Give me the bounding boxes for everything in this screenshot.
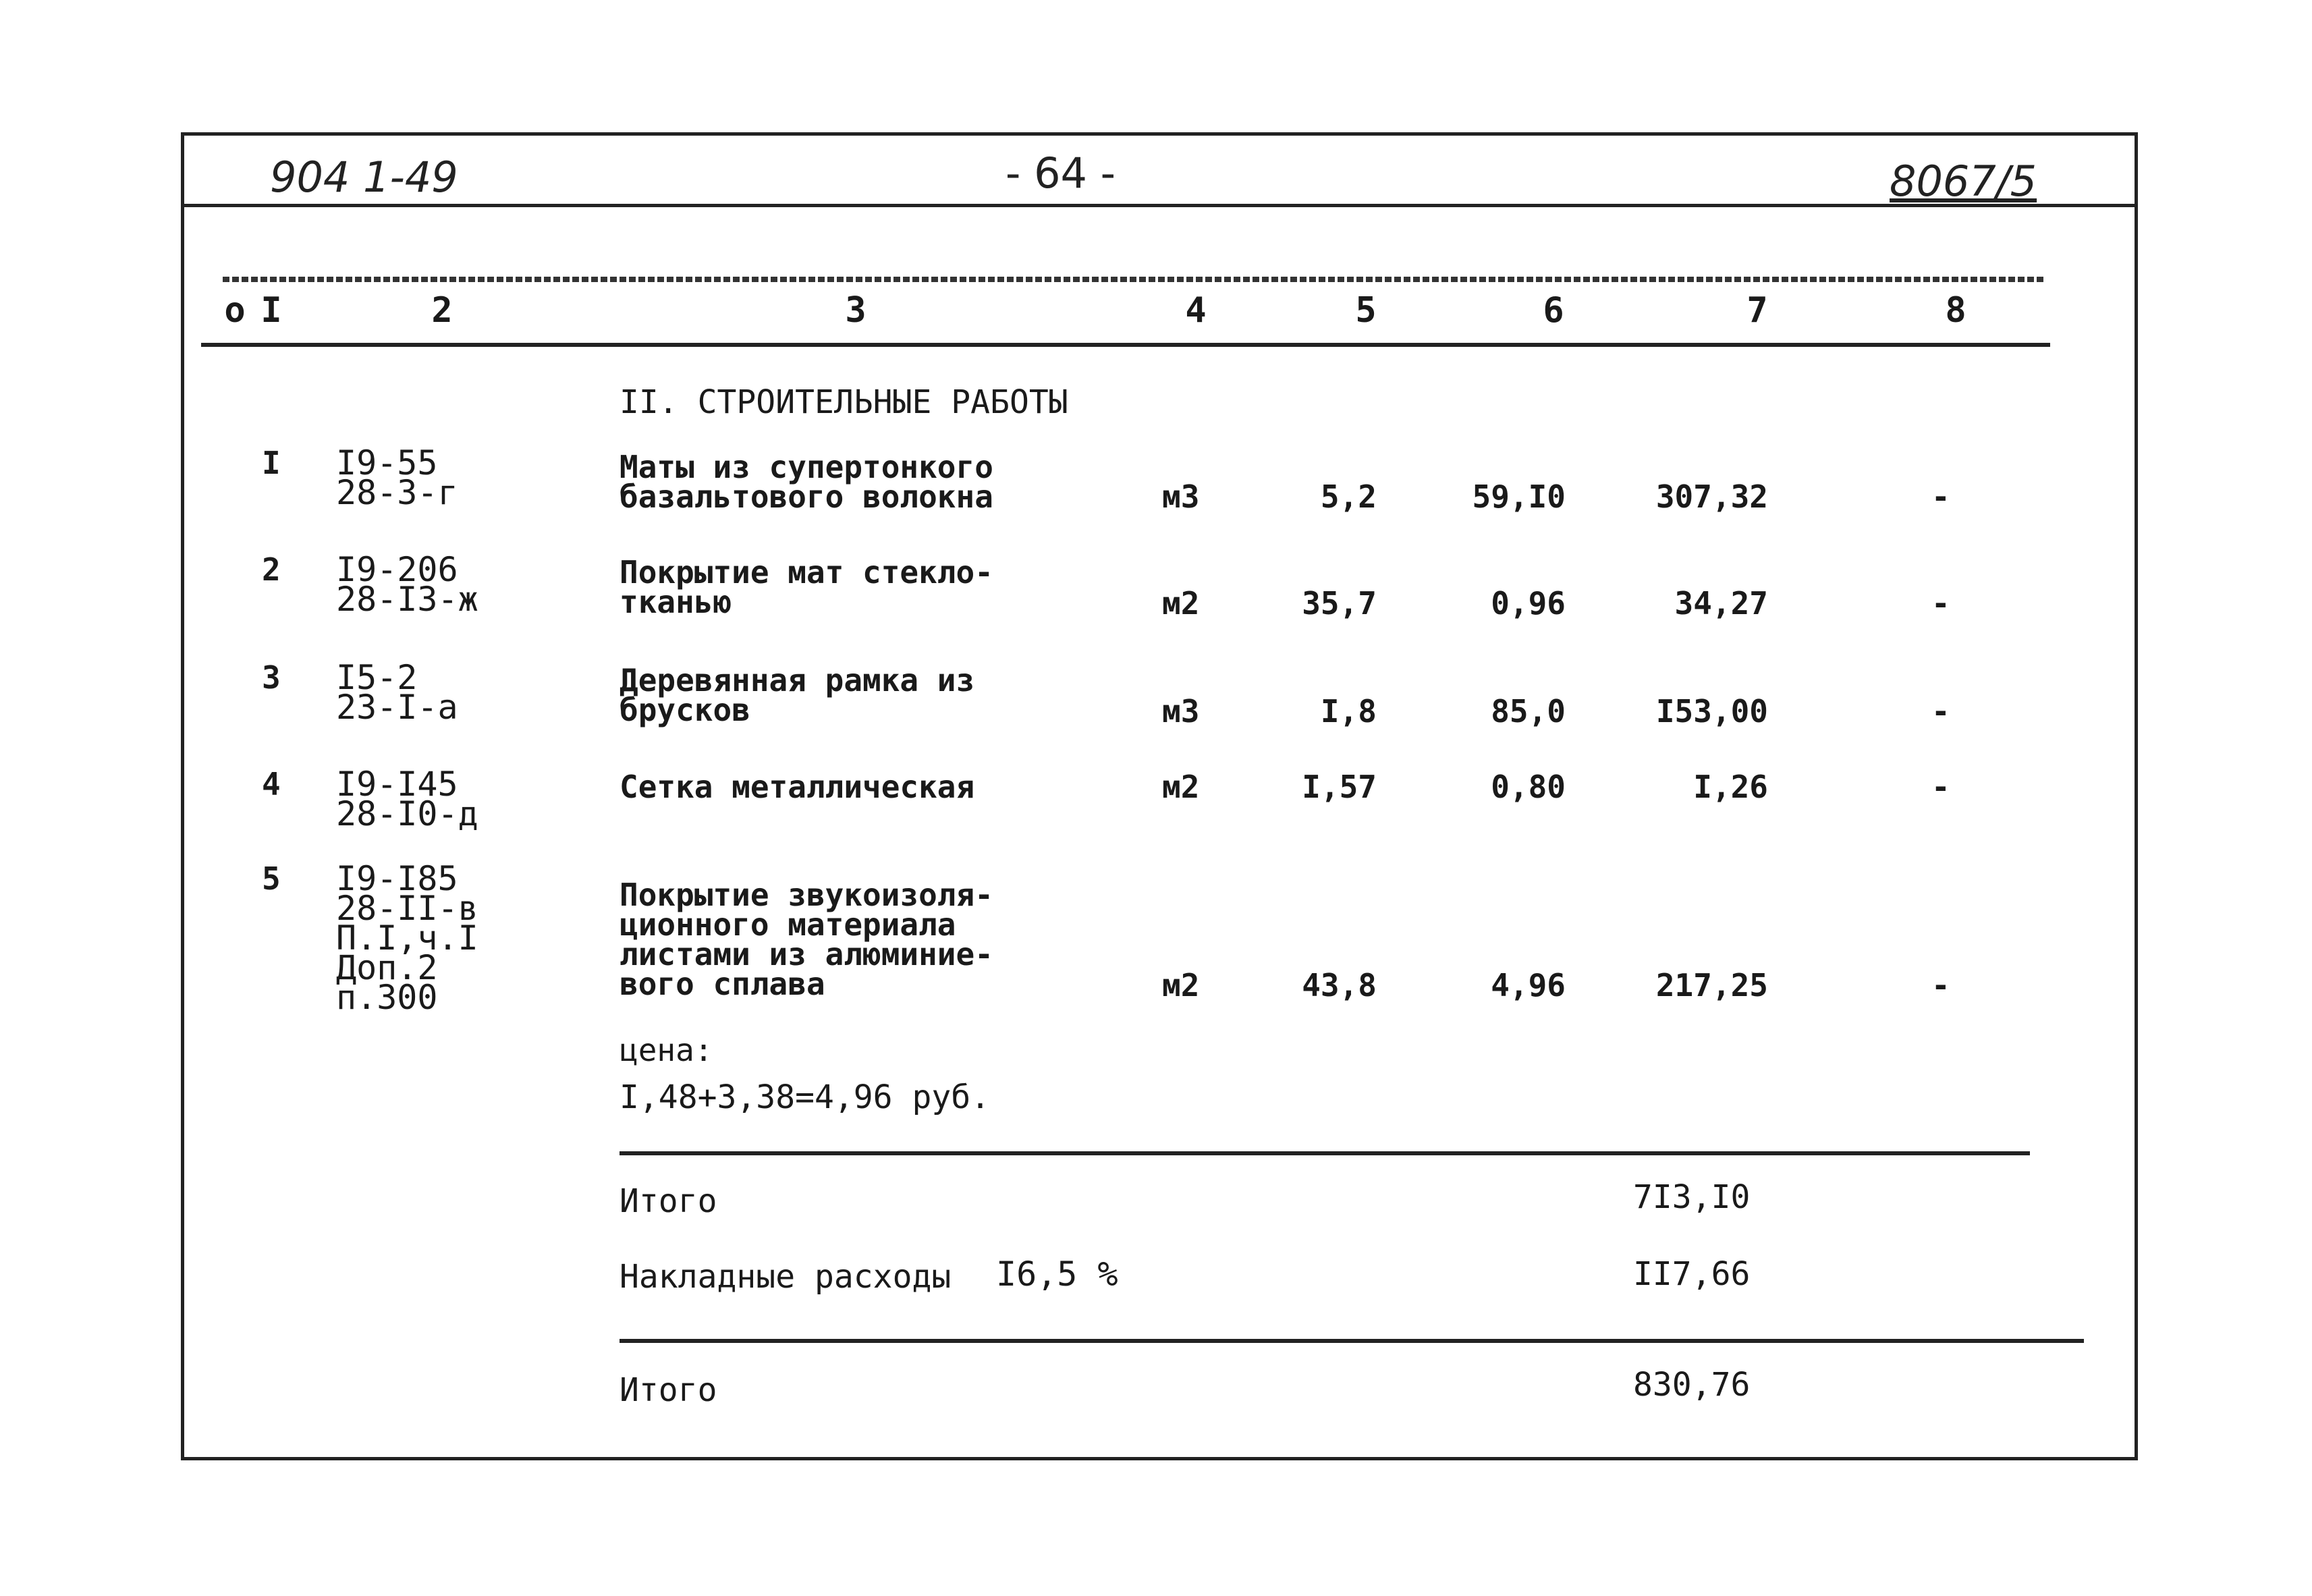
row-1-description: Маты из супертонкого базальтового волокна — [620, 449, 993, 515]
overhead-value: II7,66 — [1633, 1255, 1751, 1293]
row-2-number: 2 — [262, 551, 281, 588]
row-4-unit: м2 — [1162, 769, 1200, 805]
row-5-quantity: 43,8 — [1302, 967, 1377, 1003]
row-1-price: 59,I0 — [1472, 478, 1566, 515]
row-2-total: 34,27 — [1674, 585, 1768, 622]
column-number-1: I — [260, 290, 282, 331]
row-5-note: - — [1931, 967, 1950, 1003]
row-2-quantity: 35,7 — [1302, 585, 1377, 622]
price-note-label: цена: — [620, 1032, 713, 1068]
overhead-label: Накладные расходы — [620, 1258, 952, 1296]
row-1-note: - — [1931, 478, 1950, 515]
row-2-code: I9-206 28-I3-ж — [336, 550, 478, 619]
row-3-description: Деревянная рамка из брусков — [620, 662, 975, 728]
header-right-handwritten: 8067/5 — [1890, 157, 2037, 206]
column-number-3: 3 — [845, 290, 866, 331]
column-mark: o — [224, 290, 246, 331]
header-rule — [181, 204, 2138, 207]
row-5-total: 217,25 — [1655, 967, 1768, 1003]
row-1-number: I — [262, 445, 281, 481]
row-4-note: - — [1931, 769, 1950, 805]
row-2-note: - — [1931, 585, 1950, 622]
row-4-total: I,26 — [1693, 769, 1768, 805]
subtotal-value: 7I3,I0 — [1633, 1178, 1751, 1216]
total-label: Итого — [620, 1371, 717, 1409]
row-4-price: 0,80 — [1491, 769, 1566, 805]
row-4-quantity: I,57 — [1302, 769, 1377, 805]
column-number-6: 6 — [1543, 290, 1564, 331]
row-4-description: Сетка металлическая — [620, 769, 975, 805]
column-number-5: 5 — [1355, 290, 1377, 331]
row-5-unit: м2 — [1162, 967, 1200, 1003]
overhead-rate: I6,5 % — [996, 1255, 1118, 1294]
column-header-rule — [201, 343, 2050, 347]
header-left-handwritten: 904 1-49 — [270, 153, 458, 202]
subtotal-rule — [620, 1151, 2030, 1155]
price-note-formula: I,48+3,38=4,96 руб. — [620, 1078, 991, 1116]
row-3-quantity: I,8 — [1320, 693, 1377, 730]
column-number-8: 8 — [1945, 290, 1966, 331]
row-5-number: 5 — [262, 860, 281, 897]
column-header-dashes — [223, 277, 2045, 282]
row-3-price: 85,0 — [1491, 693, 1566, 730]
total-rule — [620, 1339, 2084, 1343]
row-2-description: Покрытие мат стекло- тканью — [620, 554, 993, 620]
row-2-unit: м2 — [1162, 585, 1200, 622]
row-4-code: I9-I45 28-I0-д — [336, 765, 478, 833]
row-3-total: I53,00 — [1655, 693, 1768, 730]
row-5-price: 4,96 — [1491, 967, 1566, 1003]
section-title: II. СТРОИТЕЛЬНЫЕ РАБОТЫ — [620, 383, 1068, 421]
row-1-unit: м3 — [1162, 478, 1200, 515]
row-3-number: 3 — [262, 659, 281, 696]
column-number-7: 7 — [1746, 290, 1768, 331]
row-5-code: I9-I85 28-II-в П.I,ч.I Доп.2 п.300 — [336, 859, 478, 1017]
row-5-description: Покрытие звукоизоля- ционного материала листами из алюминие- вого сплава — [620, 877, 993, 1002]
row-3-note: - — [1931, 693, 1950, 730]
row-4-number: 4 — [262, 766, 281, 802]
page-number: - 64 - — [1006, 148, 1116, 198]
row-3-code: I5-2 23-I-а — [336, 658, 458, 727]
subtotal-label: Итого — [620, 1182, 717, 1220]
row-1-total: 307,32 — [1655, 478, 1768, 515]
row-2-price: 0,96 — [1491, 585, 1566, 622]
column-number-2: 2 — [431, 290, 453, 331]
column-number-4: 4 — [1185, 290, 1207, 331]
row-1-code: I9-55 28-3-г — [336, 443, 458, 512]
row-3-unit: м3 — [1162, 693, 1200, 730]
total-value: 830,76 — [1633, 1366, 1751, 1404]
row-1-quantity: 5,2 — [1320, 478, 1377, 515]
